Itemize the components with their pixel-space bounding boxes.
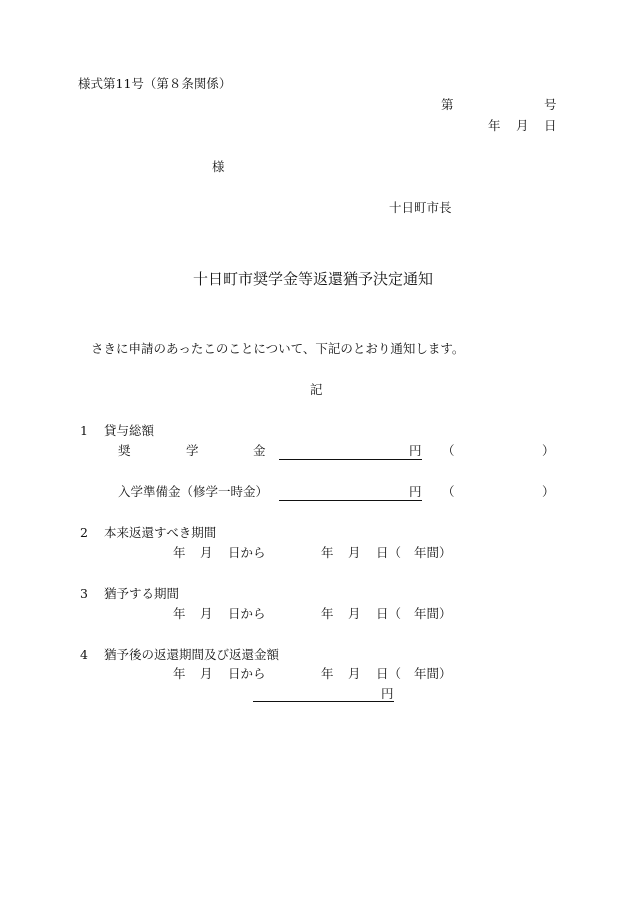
enroll-label: 入学準備金（修学一時金） [118,484,269,499]
document-title: 十日町市奨学金等返還猶予決定通知 [193,270,434,288]
item-4-years: 年間） [414,666,452,681]
item-2-from-month: 月 [200,545,213,560]
body-text: さきに申請のあったこのことについて、下記のとおり通知します。 [91,341,465,356]
item-3-to-year: 年 [321,606,334,621]
date-day: 日 [544,118,557,133]
scholarship-char-3: 金 [253,443,266,458]
item-3-from-month: 月 [200,606,213,621]
item-4-from-year: 年 [173,666,186,681]
item-3-from-day: 日から [228,606,266,621]
item-3-to-day: 日（ [376,606,402,621]
item-2-label: 本来返還すべき期間 [104,525,217,540]
item-2-number: 2 [80,525,88,540]
issuer: 十日町市長 [389,200,452,215]
enroll-yen: 円 [409,484,422,499]
number-prefix: 第 [441,97,454,112]
date-month: 月 [516,118,529,133]
scholarship-paren-close: ） [542,443,555,458]
item-2-years: 年間） [414,545,452,560]
item-4-to-month: 月 [348,666,361,681]
scholarship-paren-open: （ [442,443,455,458]
item-4-to-day: 日（ [376,666,402,681]
item-3-to-month: 月 [348,606,361,621]
enroll-paren-open: （ [442,484,455,499]
item-2-from-year: 年 [173,545,186,560]
ki-label: 記 [310,382,323,397]
form-label: 様式第11号（第８条関係） [78,76,232,91]
item-3-from-year: 年 [173,606,186,621]
date-year: 年 [488,118,501,133]
item-4-label: 猶予後の返還期間及び返還金額 [104,647,280,662]
item-1-number: 1 [80,423,88,438]
scholarship-amount-field [279,459,422,460]
item-4-amount-field [253,701,394,702]
item-1-label: 貸与総額 [104,423,155,438]
item-3-number: 3 [80,586,88,601]
scholarship-char-1: 奨 [118,443,131,458]
item-2-to-year: 年 [321,545,334,560]
item-4-from-month: 月 [200,666,213,681]
scholarship-char-2: 学 [186,443,199,458]
item-4-to-year: 年 [321,666,334,681]
enroll-amount-field [279,500,422,501]
item-2-from-day: 日から [228,545,266,560]
item-4-yen: 円 [381,686,394,701]
item-2-to-day: 日（ [376,545,402,560]
enroll-paren-close: ） [542,484,555,499]
item-3-years: 年間） [414,606,452,621]
scholarship-yen: 円 [409,443,422,458]
item-4-from-day: 日から [228,666,266,681]
item-4-number: 4 [80,647,88,662]
item-2-to-month: 月 [348,545,361,560]
number-suffix: 号 [544,97,557,112]
addressee-suffix: 様 [212,159,225,174]
item-3-label: 猶予する期間 [104,586,180,601]
